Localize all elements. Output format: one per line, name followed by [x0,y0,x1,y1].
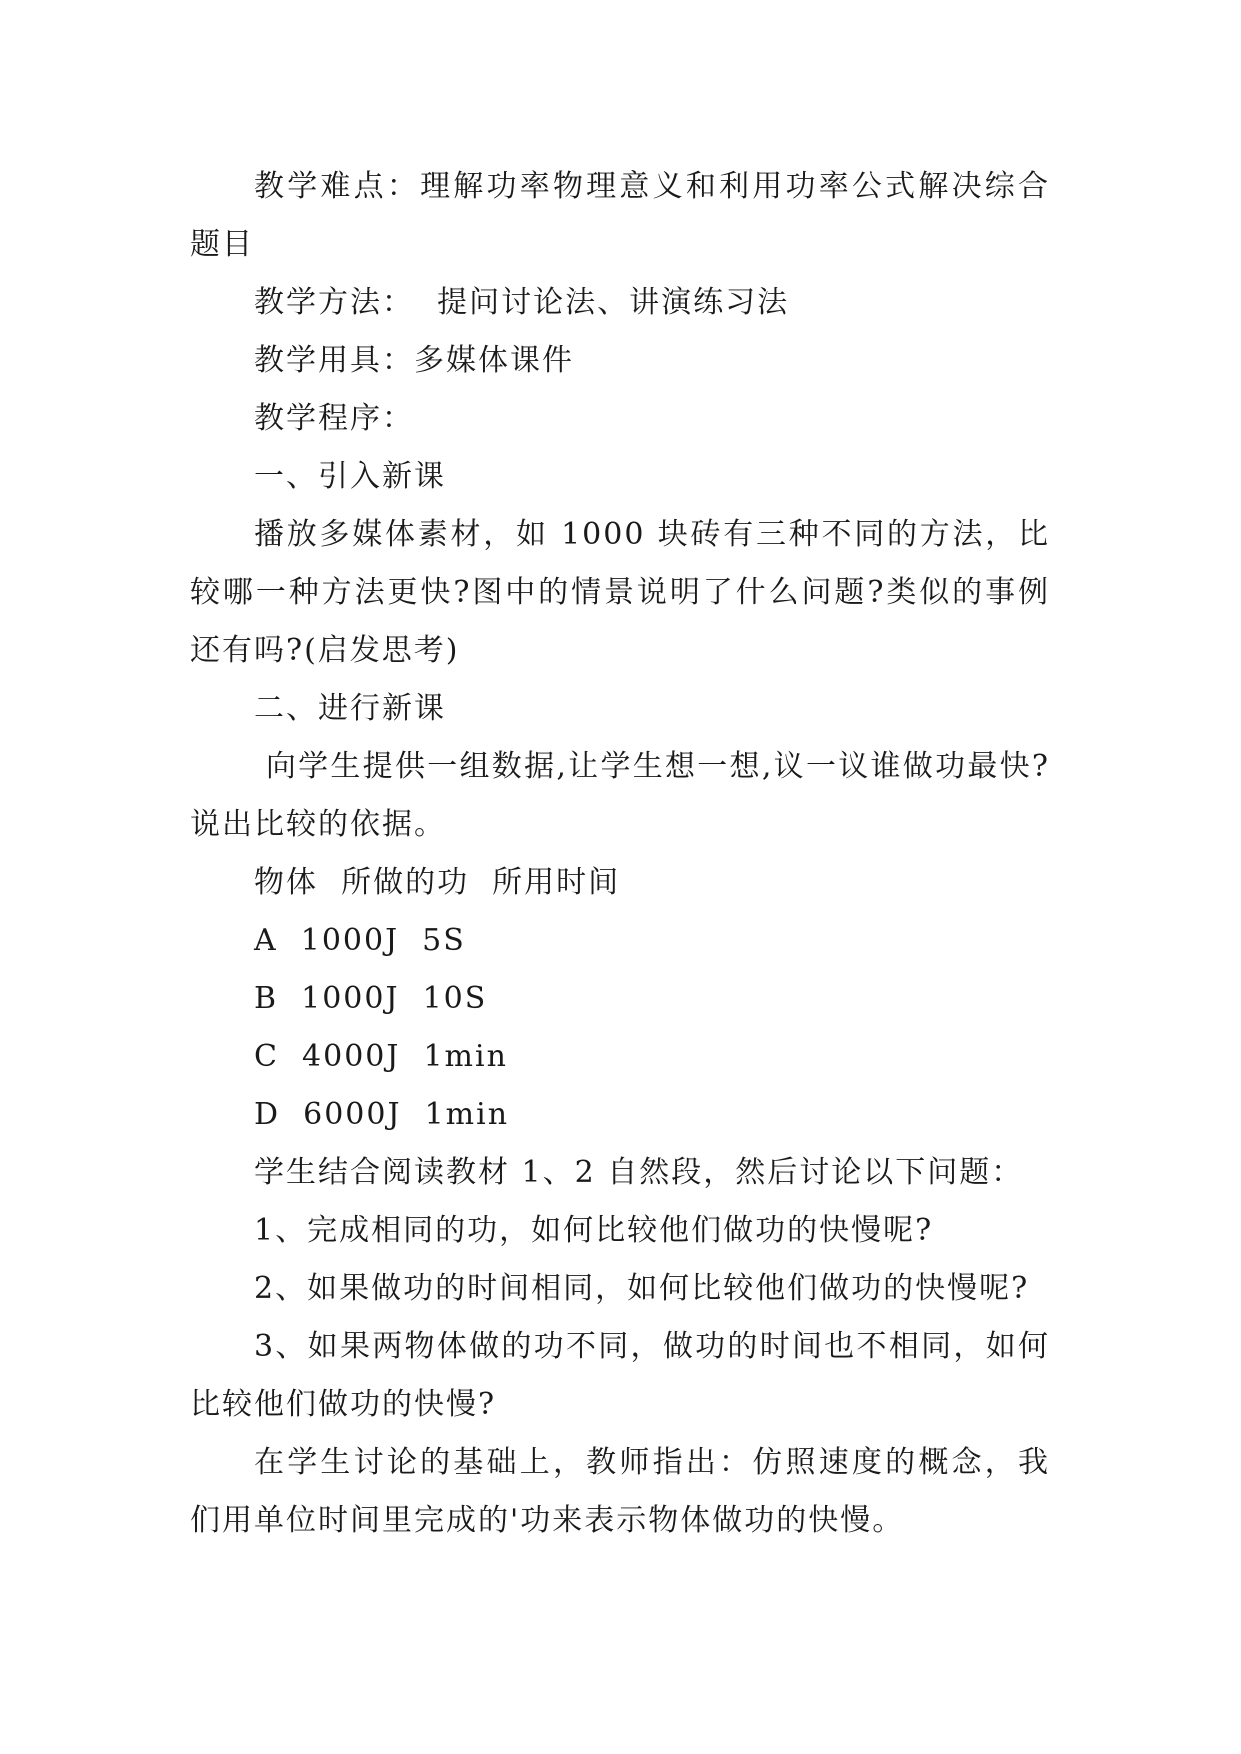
paragraph-discussion-intro: 学生结合阅读教材 1、2 自然段，然后讨论以下问题： [254,1155,1024,1190]
paragraph-teaching-difficulty: 教学难点：理解功率物理意义和利用功率公式解决综合题目 [190,169,1050,262]
data-row-c: C 4000J 1min [254,1039,508,1074]
data-row-a: A 1000J 5S [254,923,466,958]
paragraph-data-prompt: 向学生提供一组数据,让学生想一想,议一议谁做功最快?说出比较的依据。 [190,749,1050,842]
paragraph-teaching-tools: 教学用具：多媒体课件 [254,343,574,378]
question-3: 3、如果两物体做的功不同，做功的时间也不相同，如何比较他们做功的快慢? [190,1329,1050,1422]
paragraph-teacher-conclusion: 在学生讨论的基础上，教师指出：仿照速度的概念，我们用单位时间里完成的'功来表示物体做功的快慢。 [190,1445,1050,1538]
data-row-d: D 6000J 1min [254,1097,510,1132]
paragraph-teaching-method: 教学方法： 提问讨论法、讲演练习法 [254,285,790,320]
question-2: 2、如果做功的时间相同，如何比较他们做功的快慢呢? [254,1271,1030,1306]
data-row-b: B 1000J 10S [254,981,488,1016]
document-body [190,158,1050,1550]
paragraph-teaching-procedure: 教学程序： [254,401,414,436]
section-heading-new-lesson: 二、进行新课 [254,691,446,726]
section-heading-intro: 一、引入新课 [254,459,446,494]
question-1: 1、完成相同的功，如何比较他们做功的快慢呢? [254,1213,934,1248]
paragraph-intro-content: 播放多媒体素材，如 1000 块砖有三种不同的方法，比较哪一种方法更快?图中的情景说明了什么问题?类似的事例还有吗?(启发思考) [190,517,1050,668]
data-table-header: 物体 所做的功 所用时间 [254,865,621,900]
